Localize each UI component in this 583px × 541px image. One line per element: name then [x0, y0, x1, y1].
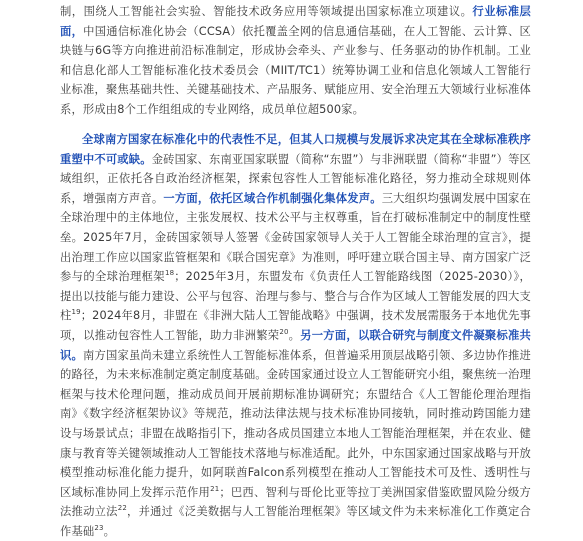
body-text: ；2024年8月，非盟在《非洲大陆人工智能战略》中强调，技术发展需服务于本地优先事项，以推动包容性人工智能，助力非洲繁荣: [60, 309, 532, 342]
highlighted-sentence: 另一方面，以联合研究与制度文件凝聚标准共识。: [60, 328, 531, 362]
body-text: 。: [288, 328, 301, 342]
body-text: 。: [103, 524, 116, 538]
highlighted-sentence: 行业标准层面，: [60, 5, 531, 38]
footnote-ref: 23: [94, 524, 104, 533]
footnote-ref: 20: [279, 328, 289, 337]
body-text: ；巴西、智利与哥伦比亚等拉丁美洲国家借鉴欧盟风险分级方法推动立法: [60, 485, 531, 519]
highlighted-sentence: 一方面，依托区域合作机制强化集体发声。: [163, 191, 382, 205]
body-text: ，并通过《泛美数据与人工智能治理框架》等区域文件为未来标准化工作奠定合作基础: [60, 505, 531, 538]
highlighted-sentence: 全球南方国家在标准化中的代表性不足，但其人口规模与发展诉求决定其在全球标准秩序重塑中不可或缺。: [60, 133, 531, 166]
body-text: 中国通信标准化协会（CCSA）依托覆盖全网的信息通信基础，在人工智能、云计算、区块链与6G等方向推进前沿标准制定，形成协会牵头、产业参与、任务驱动的协作机制。工业和信息化部人工智能标准化技术委员会（MIIT/TC1）统筹协调工业和信息化领域人工智能行业标准，聚焦基础共性、关键基础技术、产品服务、赋能应用、安全治理五大领域行业标准体系，形成由8个工作组组成的专业网络，成员单位超500家。: [60, 24, 531, 116]
footnote-ref: 18: [164, 269, 175, 278]
footnote-ref: 22: [117, 504, 127, 513]
footnote-ref: 19: [71, 308, 81, 317]
body-text: 南方国家虽尚未建立系统性人工智能标准体系，但普遍采用顶层战略引领、多边协作推进的路径，为未来标准制定奠定制度基础。金砖国家通过设立人工智能研究小组，聚焦统一治理框架与技术伦理问题，推动成员间开展前期标准协调研究；东盟结合《人工智能伦理治理指南》《数字经济框架协议》等规范，推动法律法规与技术标准协同接轨，同时推动跨国能力建设与场景试点；非盟在战略指引下，推动各成员国建立本地人工智能治理框架，并在农业、健康与教育等关键领域推动人工智能技术落地与标准适配。此外，中东国家通过国家战略与开放模型推动标准化能力提升，如阿联酋Falcon系列模型在推动人工智能技术可及性、透明性与区域标准协同上发挥示范作用: [60, 348, 531, 499]
body-text: 金砖国家、东南亚国家联盟（简称“东盟”）与非洲联盟（简称“非盟”）等区域组织，正依托各自政治经济框架，探索包容性人工智能标准化路径，努力推动全球规则体系，增强南方声音。: [60, 152, 531, 205]
paragraph-global-south: [60, 130, 531, 541]
paragraph-standards-bodies: [60, 2, 531, 120]
footnote-ref: 21: [210, 484, 220, 493]
body-text: 制，围绕人工智能社会实验、智能技术政务应用等领域提出国家标准立项建议。: [60, 5, 473, 18]
body-text: 三大组织均强调发展中国家在全球治理中的主体地位，主张发展权、技术公平与主权尊重，旨在打破标准制定中的制度性壁垒。2025年7月，金砖国家领导人签署《金砖国家领导人关于人工智能全球治理的宣言》，提出治理工作应以国家监管框架和《联合国宪章》为准则，呼吁建立联合国主导、南方国家广泛参与的全球治理框架: [60, 191, 531, 284]
body-text: ；2025年3月，东盟发布《负责任人工智能路线图（2025-2030）》，提出以技能与能力建设、公平与包容、治理与参与、整合与合作为区域人工智能发展的四大支柱: [60, 270, 532, 323]
